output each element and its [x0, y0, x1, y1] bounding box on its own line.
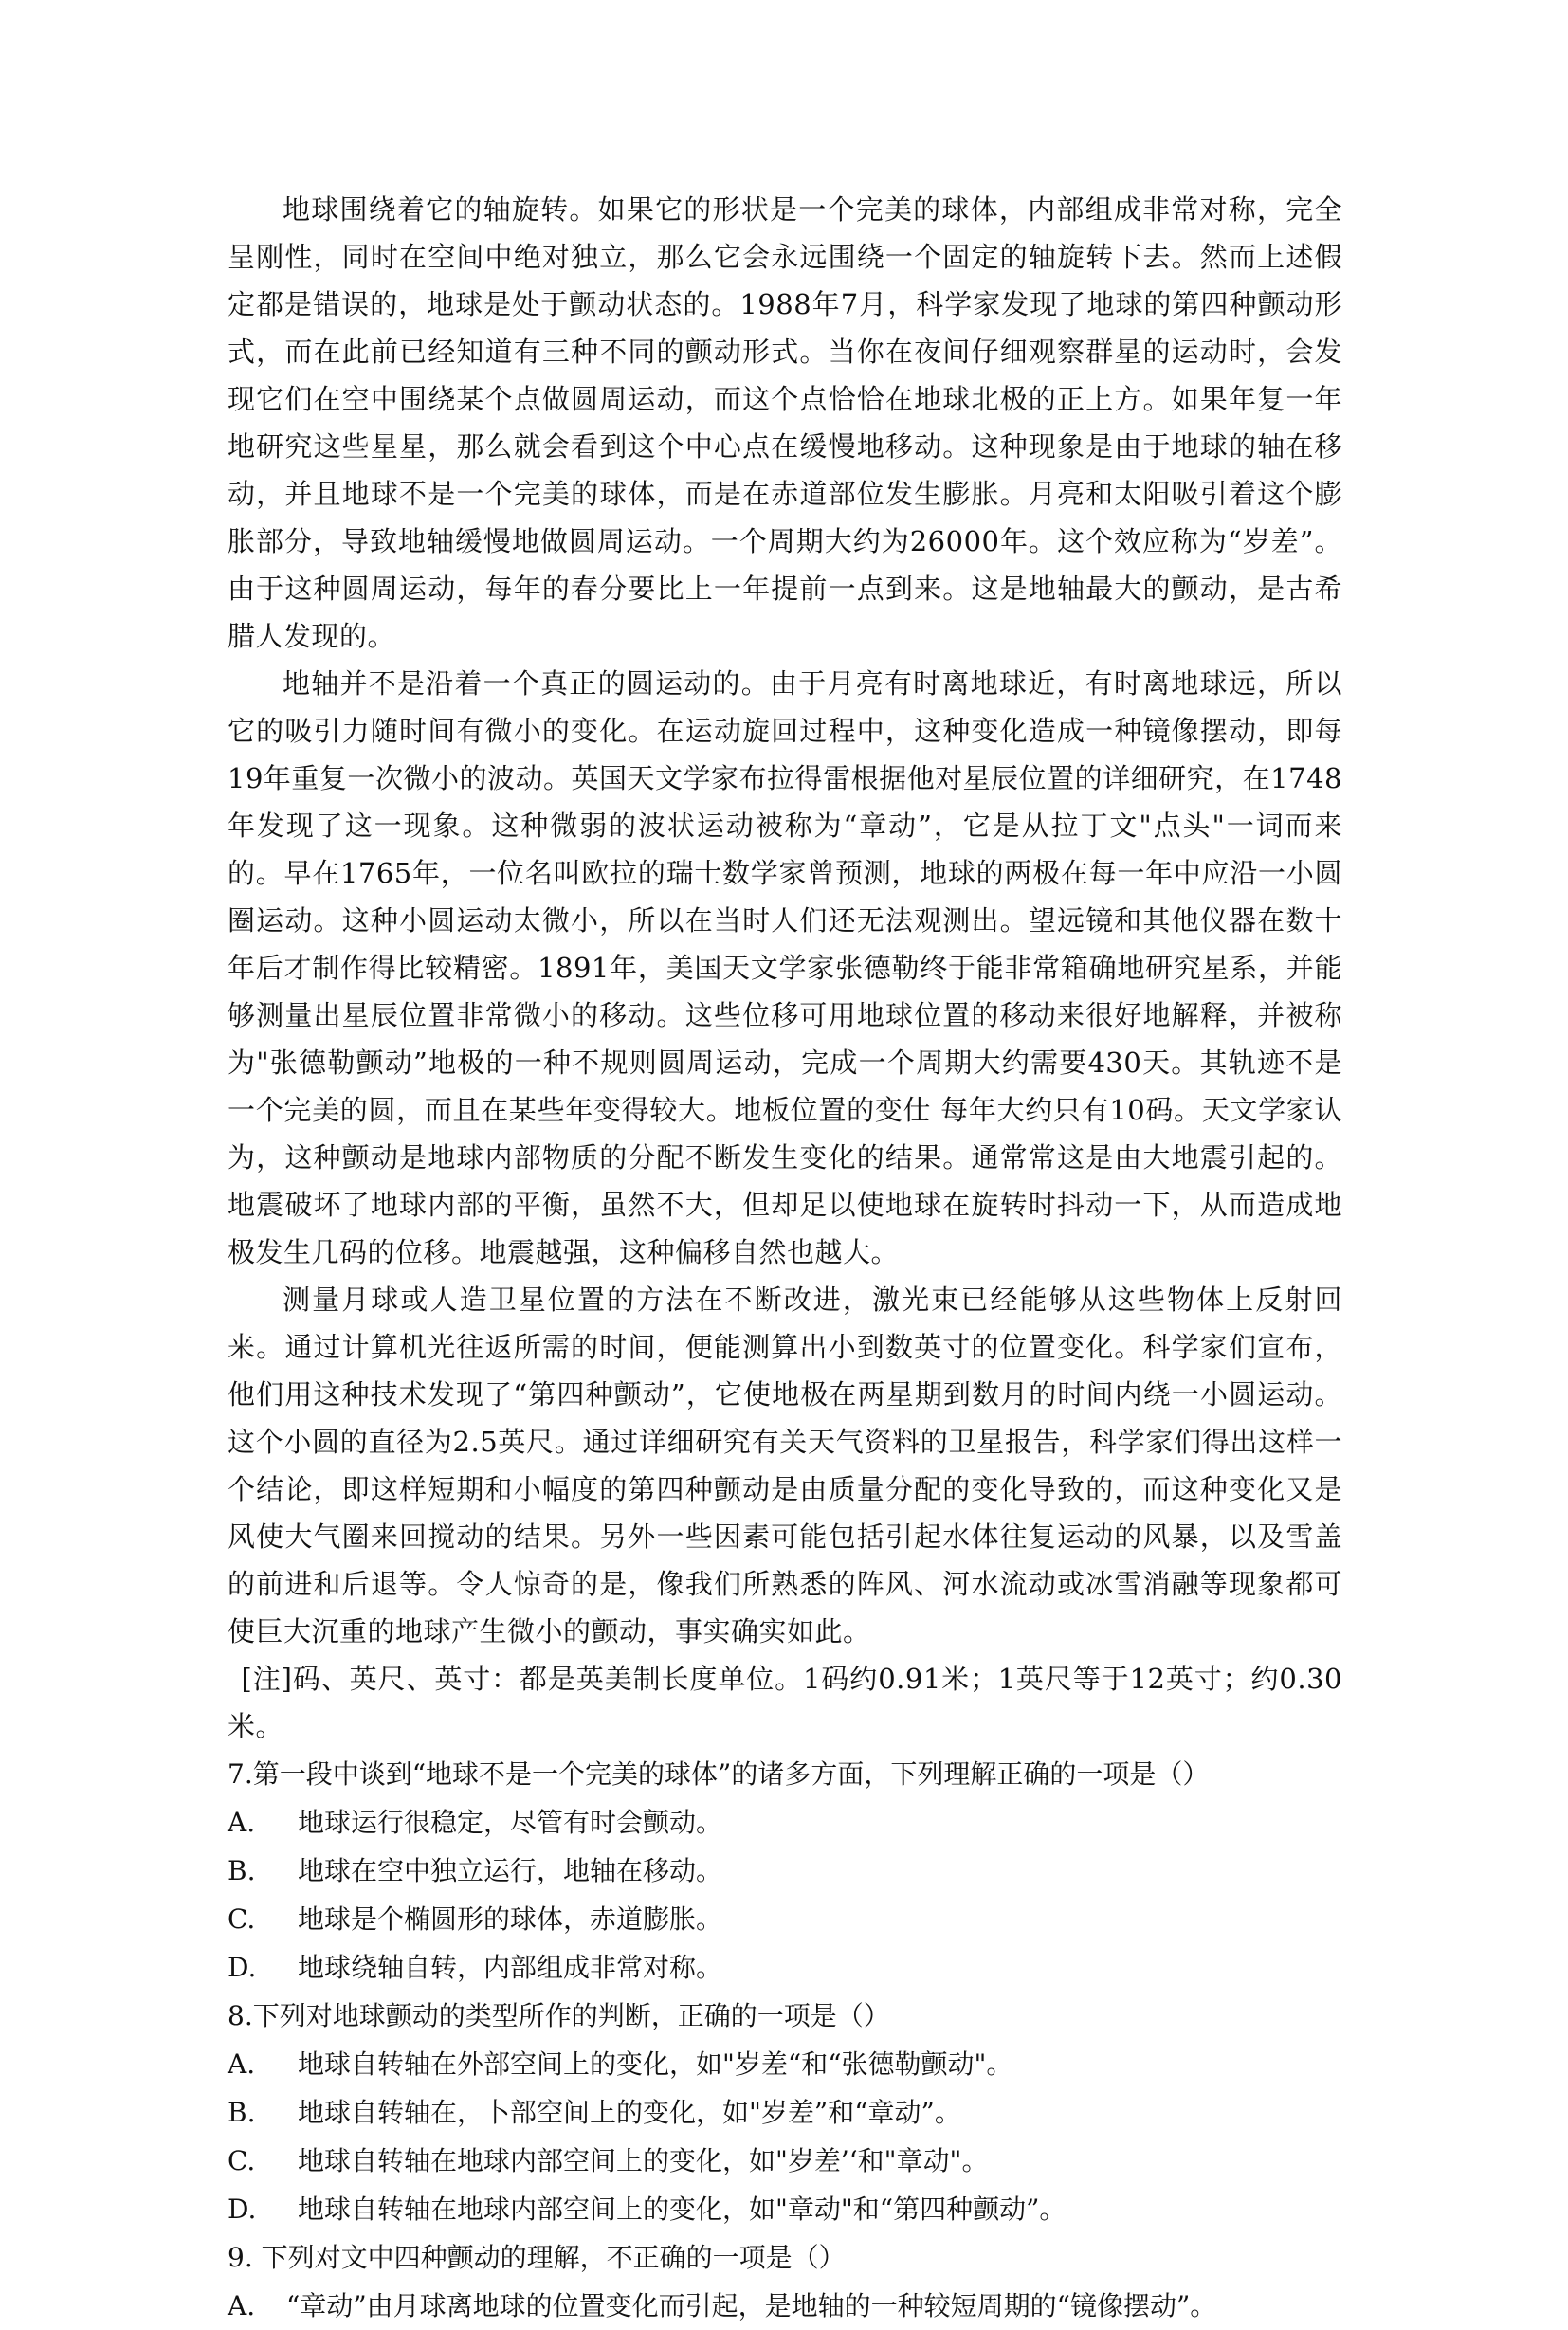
question-stem: 7.第一段中谈到“地球不是一个完美的球体”的诸多方面，下列理解正确的一项是（）: [228, 1758, 1210, 1790]
option-letter: D.: [228, 1952, 257, 1983]
option-a: [228, 2040, 1342, 2088]
passage-paragraph-2: 地轴并不是沿着一个真正的圆运动的。由于月亮有时离地球近，有时离地球远，所以它的吸引力随时间有微小的变化。在运动旋回过程中，这种变化造成一种镜像摆动，即每19年重复一次微小的波动。英国天文学家布拉得雷根据他对星辰位置的详细研究，在1748年发现了这一现象。这种微弱的波状运动被称为“章动”，它是从拉丁文"点头"一词而来的。早在1765年，一位名叫欧拉的瑞士数学家曾预测，地球的两极在每一年中应沿一小圆圈运动。这种小圆运动太微小，所以在当时人们还无法观测出。望远镜和其他仪器在数十年后才制作得比较精密。1891年，美国天文学家张德勒终于能非常箱确地研究星系，并能够测量出星辰位置非常微小的移动。这些位移可用地球位置的移动来很好地解释，并被称为"张德勒颤动”地极的一种不规则圆周运动，完成一个周期大约需要430天。其轨迹不是一个完美的圆，而且在某些年变得较大。地板位置的变仕 每年大约只有10码。天文学家认为，这种颤动是地球内部物质的分配不断发生变化的结果。通常常这是由大地震引起的。地震破坏了地球内部的平衡，虽然不大，但却足以使地球在旋转时抖动一下，从而造成地极发生几码的位移。地震越强，这种偏移自然也越大。: [228, 667, 1342, 1268]
option-b: [228, 2088, 1342, 2137]
question-7: [228, 1750, 1342, 1992]
option-d: [228, 1943, 1342, 1992]
option-c: [228, 2137, 1342, 2185]
option-letter: C.: [228, 2145, 256, 2176]
option-letter: A.: [228, 2290, 256, 2321]
option-text: “章动”由月球离地球的位置变化而引起，是地轴的一种较短周期的“镜像摆动”。: [286, 2290, 1217, 2321]
question-9: [228, 2233, 1342, 2330]
question-stem: 8.下列对地球颤动的类型所作的判断，正确的一项是（）: [228, 2000, 890, 2031]
option-letter: A.: [228, 1807, 256, 1838]
option-b: [228, 1847, 1342, 1895]
document-page: [228, 186, 1342, 2330]
passage-paragraph-1: 地球围绕着它的轴旋转。如果它的形状是一个完美的球体，内部组成非常对称，完全呈刚性，同时在空间中绝对独立，那么它会永远围绕一个固定的轴旋转下去。然而上述假定都是错误的，地球是处于颤动状态的。1988年7月，科学家发现了地球的第四种颤动形式，而在此前已经知道有三种不同的颤动形式。当你在夜间仔细观察群星的运动时，会发现它们在空中围绕某个点做圆周运动，而这个点恰恰在地球北极的正上方。如果年复一年地研究这些星星，那么就会看到这个中心点在缓慢地移动。这种现象是由于地球的轴在移动，并且地球不是一个完美的球体，而是在赤道部位发生膨胀。月亮和太阳吸引着这个膨胀部分，导致地轴缓慢地做圆周运动。一个周期大约为26000年。这个效应称为“岁差”。由于这种圆周运动，每年的春分要比上一年提前一点到来。这是地轴最大的颤动，是古希腊人发现的。: [228, 193, 1342, 652]
option-d: [228, 2185, 1342, 2233]
question-stem: 9. 下列对文中四种颤动的理解，不正确的一项是（）: [228, 2242, 846, 2273]
option-text: 地球自转轴在外部空间上的变化，如"岁差“和“张德勒颤动"。: [298, 2048, 1013, 2080]
option-text: 地球自转轴在地球内部空间上的变化，如"章动"和“第四种颤动”。: [298, 2193, 1067, 2225]
option-letter: B.: [228, 1855, 256, 1886]
option-letter: C.: [228, 1903, 256, 1935]
passage-paragraph-3: 测量月球或人造卫星位置的方法在不断改进，激光束已经能够从这些物体上反射回来。通过计算机光往返所需的时间，便能测算出小到数英寸的位置变化。科学家们宣布，他们用这种技术发现了“第四种颤动”，它使地极在两星期到数月的时间内绕一小圆运动。这个小圆的直径为2.5英尺。通过详细研究有关天气资料的卫星报告，科学家们得出这样一个结论，即这样短期和小幅度的第四种颤动是由质量分配的变化导致的，而这种变化又是风使大气圈来回搅动的结果。另外一些因素可能包括引起水体往复运动的风暴，以及雪盖的前进和后退等。令人惊奇的是，像我们所熟悉的阵风、河水流动或冰雪消融等现象都可使巨大沉重的地球产生微小的颤动，事实确实如此。: [228, 1283, 1342, 1647]
option-text: 地球运行很稳定，尽管有时会颤动。: [298, 1807, 723, 1838]
option-letter: A.: [228, 2048, 256, 2080]
option-letter: D.: [228, 2193, 257, 2225]
option-letter: B.: [228, 2097, 256, 2128]
option-text: 地球自转轴在，卜部空间上的变化，如"岁差”和“章动”。: [298, 2097, 961, 2128]
option-a: [228, 2282, 1342, 2330]
option-a: [228, 1798, 1342, 1847]
option-text: 地球在空中独立运行，地轴在移动。: [298, 1855, 723, 1886]
option-text: 地球是个椭圆形的球体，赤道膨胀。: [298, 1903, 723, 1935]
option-text: 地球自转轴在地球内部空间上的变化，如"岁差’‘和"章动"。: [298, 2145, 989, 2176]
passage-note: [注]码、英尺、英寸：都是英美制长度单位。1码约0.91米；1英尺等于12英寸；约0.30米。: [228, 1663, 1342, 1742]
option-text: 地球绕轴自转，内部组成非常对称。: [298, 1952, 723, 1983]
question-8: [228, 1992, 1342, 2233]
option-c: [228, 1895, 1342, 1943]
